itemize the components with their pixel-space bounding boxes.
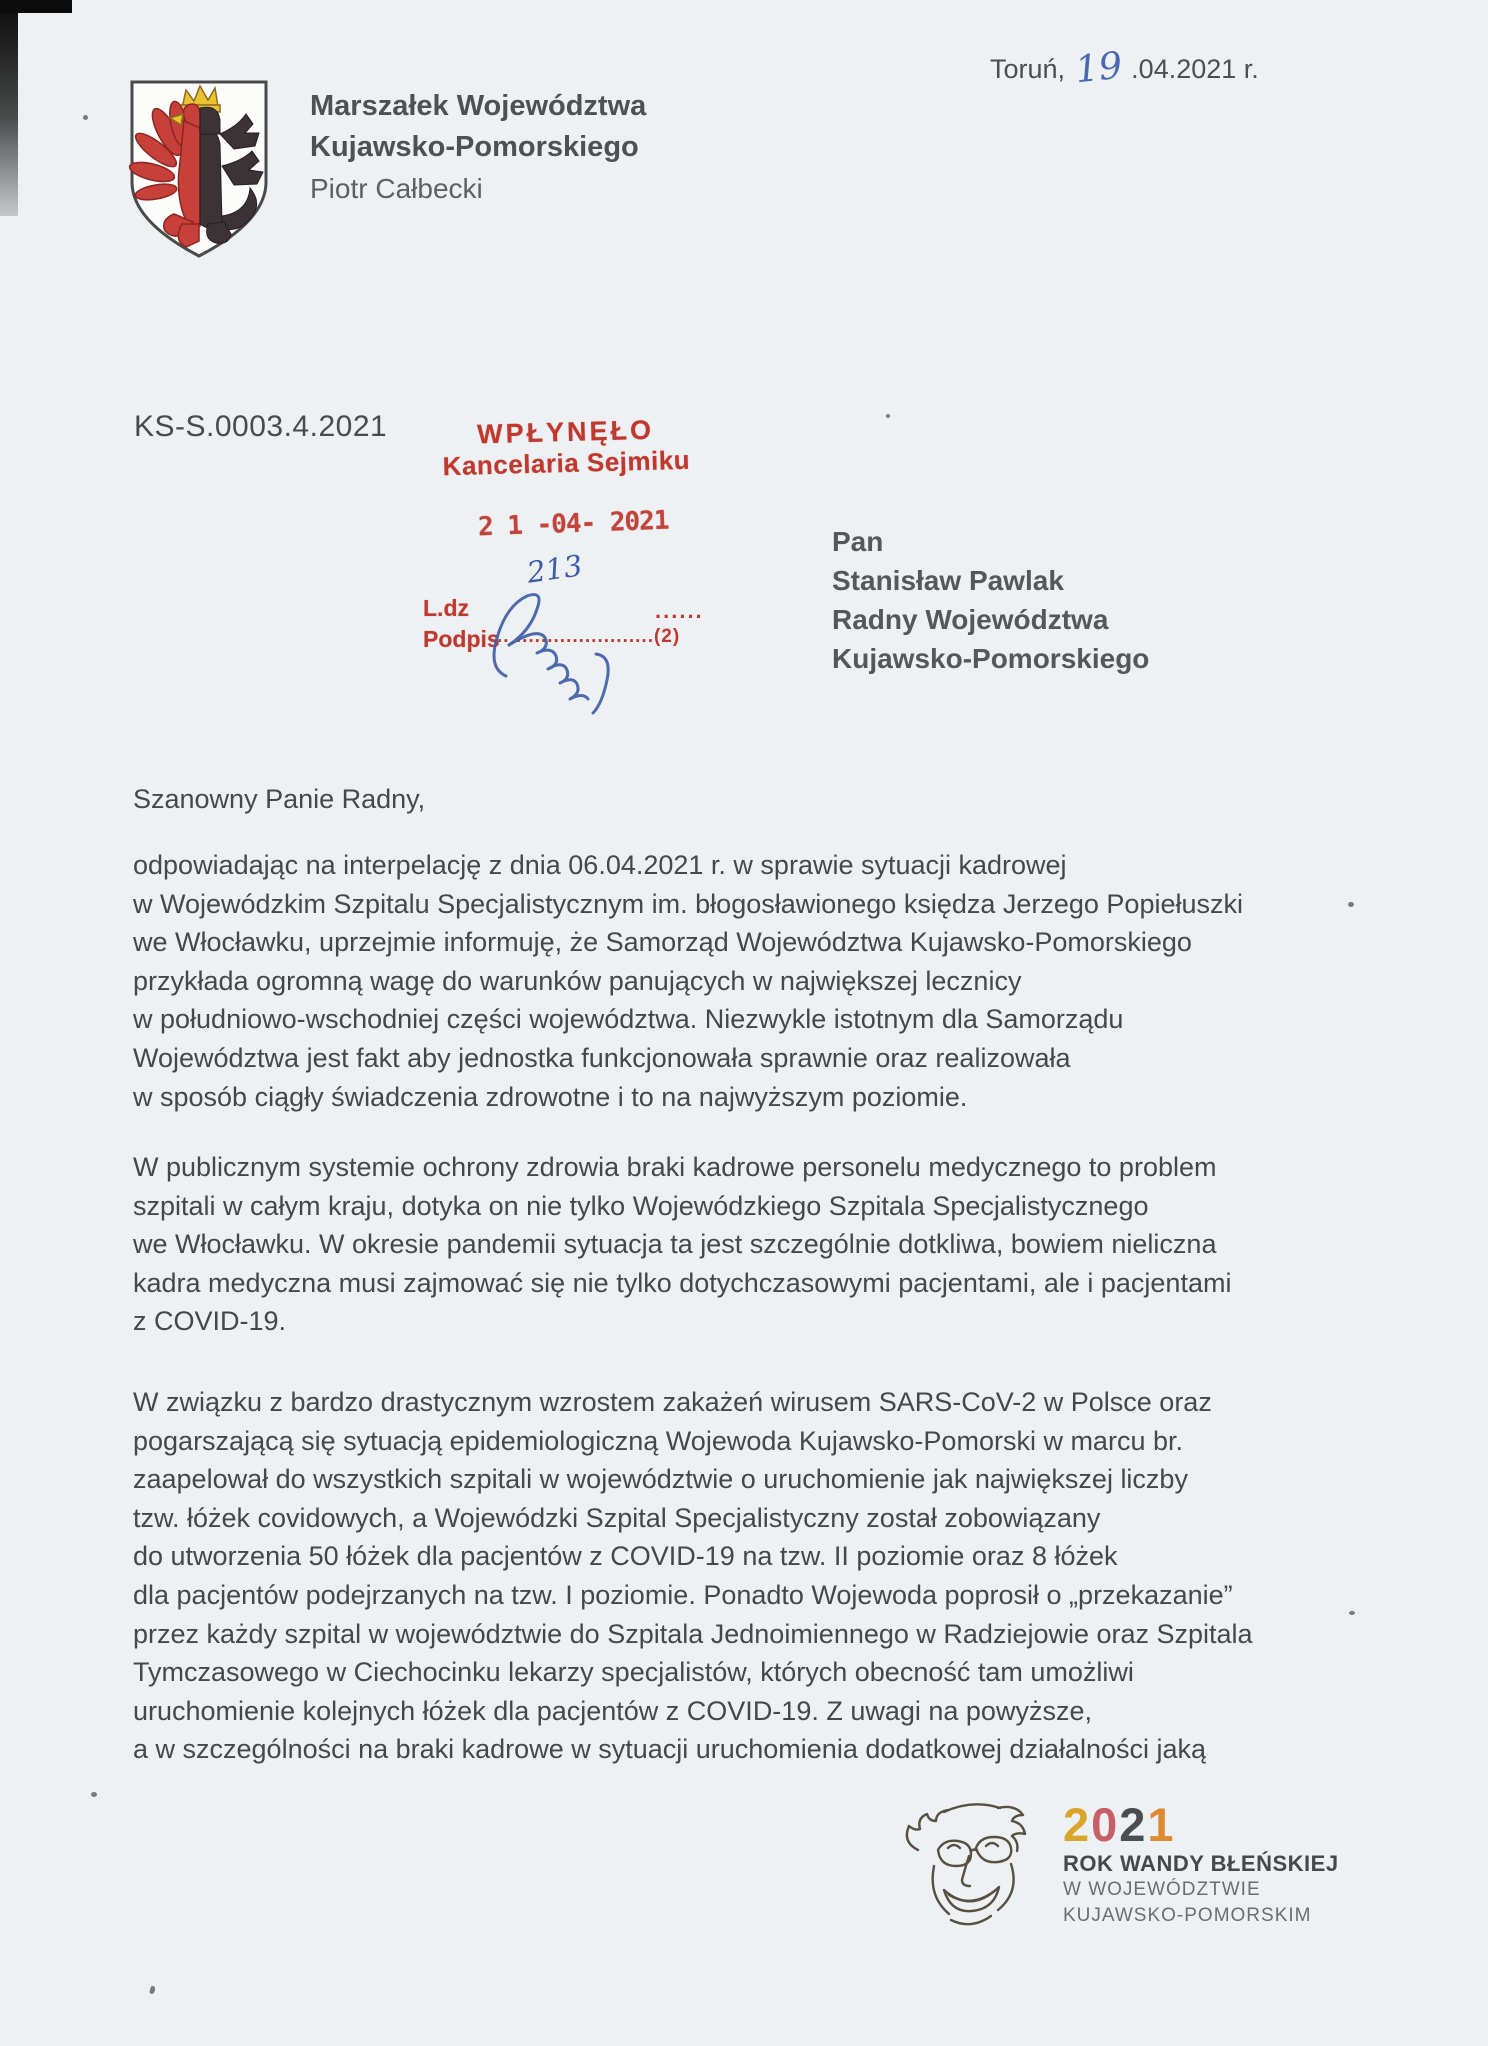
scan-corner-artifact xyxy=(0,0,72,13)
handwritten-signature-icon xyxy=(448,556,708,721)
footer-logo-line1: ROK WANDY BŁEŃSKIEJ xyxy=(1063,1851,1339,1876)
body-line: Województwa jest fakt aby jednostka funkcjonowała sprawnie oraz realizowała xyxy=(133,1042,1071,1073)
scan-speck xyxy=(91,1792,97,1797)
scan-speck xyxy=(83,115,88,120)
stamp-ldz-dots: ...... xyxy=(655,598,704,623)
handwritten-ldz-number: 213 xyxy=(524,548,585,590)
scan-edge-artifact xyxy=(0,0,18,216)
body-line: a w szczególności na braki kadrowe w sytuacji uruchomienia dodatkowej działalności jaką xyxy=(133,1734,1207,1765)
dateline-rest: .04.2021 r. xyxy=(1131,54,1259,84)
scan-speck xyxy=(1348,902,1354,907)
body-line: dla pacjentów podejrzanych na tzw. I poziomie. Ponadto Wojewoda poprosił o „przekazanie” xyxy=(133,1579,1233,1610)
scan-speck xyxy=(1349,1611,1355,1615)
scan-speck xyxy=(886,414,890,418)
paragraph-2 xyxy=(133,1148,1231,1341)
body-line: w południowo-wschodniej części województwa. Niezwykle istotnym dla Samorządu xyxy=(133,1004,1124,1035)
body-line: w sposób ciągły świadczenia zdrowotne i to na najwyższym poziomie. xyxy=(133,1081,968,1112)
sender-title-line2: Kujawsko-Pomorskiego xyxy=(310,131,639,163)
sender-title-line1: Marszałek Województwa xyxy=(310,90,647,122)
body-line: zaapelował do wszystkich szpitali w województwie o uruchomienie jak największej liczby xyxy=(133,1464,1188,1495)
footer-logo-line3: KUJAWSKO-POMORSKIM xyxy=(1063,1905,1312,1926)
recipient-role-line2: Kujawsko-Pomorskiego xyxy=(832,643,1150,674)
year-digit: 2 xyxy=(1063,1798,1092,1851)
body-line: przez każdy szpital w województwie do Szpitala Jednoimiennego w Radziejowie oraz Szpitala xyxy=(133,1618,1253,1649)
intake-stamp xyxy=(437,414,695,483)
stamp-podpis-label: Podpis xyxy=(423,626,500,652)
year-digit: 1 xyxy=(1147,1798,1176,1851)
recipient-salutation: Pan xyxy=(832,526,884,557)
wanda-blenska-face-sketch-icon xyxy=(894,1796,1046,1941)
body-line: Tymczasowego w Ciechocinku lekarzy specjalistów, których obecność tam umożliwi xyxy=(133,1657,1134,1688)
body-line: przykłada ogromną wagę do warunków panujących w największej lecznicy xyxy=(133,965,1022,996)
body-line: szpitali w całym kraju, dotyka on nie tylko Wojewódzkiego Szpitala Specjalistycznego xyxy=(133,1190,1149,1221)
stamp-received-label: WPŁYNĘŁO xyxy=(476,414,655,450)
letter-salutation: Szanowny Panie Radny, xyxy=(133,784,426,814)
paragraph-3 xyxy=(133,1383,1253,1769)
body-line: tzw. łóżek covidowych, a Wojewódzki Szpital Specjalistyczny został zobowiązany xyxy=(133,1502,1101,1533)
body-line: kadra medyczna musi zajmować się nie tylko dotychczasowymi pacjentami, ale i pacjentami xyxy=(133,1267,1232,1298)
sender-name: Piotr Całbecki xyxy=(310,173,483,204)
dateline xyxy=(990,43,1259,92)
body-line: uruchomienie kolejnych łóżek dla pacjentów z COVID-19. Z uwagi na powyższe, xyxy=(133,1695,1092,1726)
body-line: z COVID-19. xyxy=(133,1306,287,1337)
stamp-office-label: Kancelaria Sejmiku xyxy=(442,444,691,482)
body-line: W publicznym systemie ochrony zdrowia braki kadrowe personelu medycznego to problem xyxy=(133,1152,1217,1182)
kujawsko-pomorskie-coat-of-arms-icon xyxy=(122,74,276,269)
recipient-role-line1: Radny Województwa xyxy=(832,604,1109,635)
body-line: do utworzenia 50 łóżek dla pacjentów z COVID-19 na tzw. II poziomie oraz 8 łóżek xyxy=(133,1541,1118,1572)
body-line: odpowiadając na interpelację z dnia 06.04.2021 r. w sprawie sytuacji kadrowej xyxy=(133,850,1067,880)
stamp-date: 2 1 -04- 2021 xyxy=(477,505,669,543)
recipient-block xyxy=(832,522,1149,678)
body-line: we Włocławku. W okresie pandemii sytuacja ta jest szczególnie dotkliwa, bowiem nieliczna xyxy=(133,1229,1217,1260)
recipient-name: Stanisław Pawlak xyxy=(832,565,1064,596)
footer-logo-year xyxy=(1063,1797,1176,1852)
body-line: pogarszającą się sytuacją epidemiologiczną Wojewoda Kujawsko-Pomorski w marcu br. xyxy=(133,1425,1183,1456)
year-digit: 0 xyxy=(1091,1798,1120,1851)
handwritten-day: 19 xyxy=(1072,43,1124,92)
body-line: w Wojewódzkim Szpitalu Specjalistycznym im. błogosławionego księdza Jerzego Popiełuszki xyxy=(133,888,1243,919)
reference-number: KS-S.0003.4.2021 xyxy=(134,410,388,443)
stamp-ldz-label: L.dz xyxy=(423,595,469,621)
scan-speck xyxy=(149,1986,156,1995)
footer-logo-line2: W WOJEWÓDZTWIE xyxy=(1063,1879,1261,1900)
year-digit: 2 xyxy=(1119,1798,1148,1851)
body-line: we Włocławku, uprzejmie informuję, że Samorząd Województwa Kujawsko-Pomorskiego xyxy=(133,927,1192,958)
body-line: W związku z bardzo drastycznym wzrostem zakażeń wirusem SARS-CoV-2 w Polsce oraz xyxy=(133,1387,1212,1417)
dateline-city: Toruń, xyxy=(990,54,1066,84)
sender-block xyxy=(310,86,646,209)
paragraph-1 xyxy=(133,846,1243,1116)
stamp-podpis-dots: .. ......................(2) xyxy=(497,626,681,647)
